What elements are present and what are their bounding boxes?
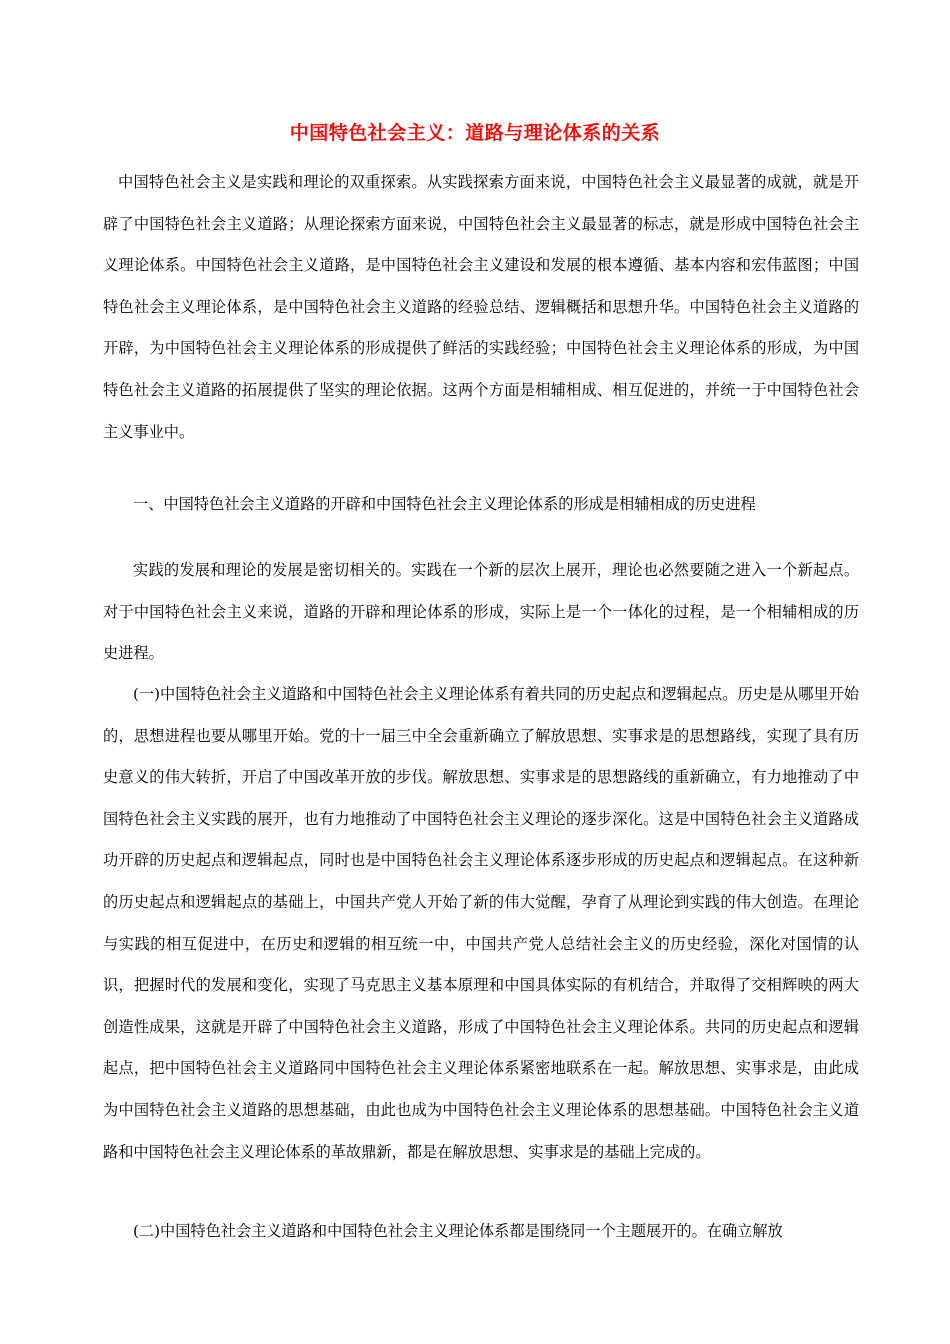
body-paragraph: (二)中国特色社会主义道路和中国特色社会主义理论体系都是围绕同一个主题展开的。在确立解放 bbox=[133, 1222, 783, 1240]
body-paragraph: (一)中国特色社会主义道路和中国特色社会主义理论体系有着共同的历史起点和逻辑起点。历史是从哪里开始的，思想进程也要从哪里开始。党的十一届三中全会重新确立了解放思想、实事求是的思想路线，实现了具有历史意义的伟大转折，开启了中国改革开放的步伐。解放思想、实事求是的思想路线的重新确立，有力地推动了中国特色社会主义实践的展开，也有力地推动了中国特色社会主义理论的逐步深化。这是中国特色社会主义道路成功开辟的历史起点和逻辑起点，同时也是中国特色社会主义理论体系逐步形成的历史起点和逻辑起点。在这种新的历史起点和逻辑起点的基础上，中国共产党人开始了新的伟大觉醒，孕育了从理论到实践的伟大创造。在理论与实践的相互促进中，在历史和逻辑的相互统一中，中国共产党人总结社会主义的历史经验，深化对国情的认识，把握时代的发展和变化，实现了马克思主义基本原理和中国具体实际的有机结合，并取得了交相辉映的两大创造性成果，这就是开辟了中国特色社会主义道路，形成了中国特色社会主义理论体系。共同的历史起点和逻辑起点，把中国特色社会主义道路同中国特色社会主义理论体系紧密地联系在一起。解放思想、实事求是，由此成为中国特色社会主义道路的思想基础，由此也成为中国特色社会主义理论体系的思想基础。中国特色社会主义道路和中国特色社会主义理论体系的革故鼎新，都是在解放思想、实事求是的基础上完成的。 bbox=[103, 685, 859, 1161]
section-heading: 一、中国特色社会主义道路的开辟和中国特色社会主义理论体系的形成是相辅相成的历史进程 bbox=[133, 495, 756, 513]
body-paragraph: 实践的发展和理论的发展是密切相关的。实践在一个新的层次上展开，理论也必然要随之进入一个新起点。对于中国特色社会主义来说，道路的开辟和理论体系的形成，实际上是一个一体化的过程，是一个相辅相成的历史进程。 bbox=[103, 561, 859, 663]
intro-paragraph: 中国特色社会主义是实践和理论的双重探索。从实践探索方面来说，中国特色社会主义最显著的成就，就是开辟了中国特色社会主义道路；从理论探索方面来说，中国特色社会主义最显著的标志，就是形成中国特色社会主义理论体系。中国特色社会主义道路，是中国特色社会主义建设和发展的根本遵循、基本内容和宏伟蓝图；中国特色社会主义理论体系，是中国特色社会主义道路的经验总结、逻辑概括和思想升华。中国特色社会主义道路的开辟，为中国特色社会主义理论体系的形成提供了鲜活的实践经验；中国特色社会主义理论体系的形成，为中国特色社会主义道路的拓展提供了坚实的理论依据。这两个方面是相辅相成、相互促进的，并统一于中国特色社会主义事业中。 bbox=[103, 173, 859, 441]
document-title: 中国特色社会主义：道路与理论体系的关系 bbox=[289, 122, 661, 144]
